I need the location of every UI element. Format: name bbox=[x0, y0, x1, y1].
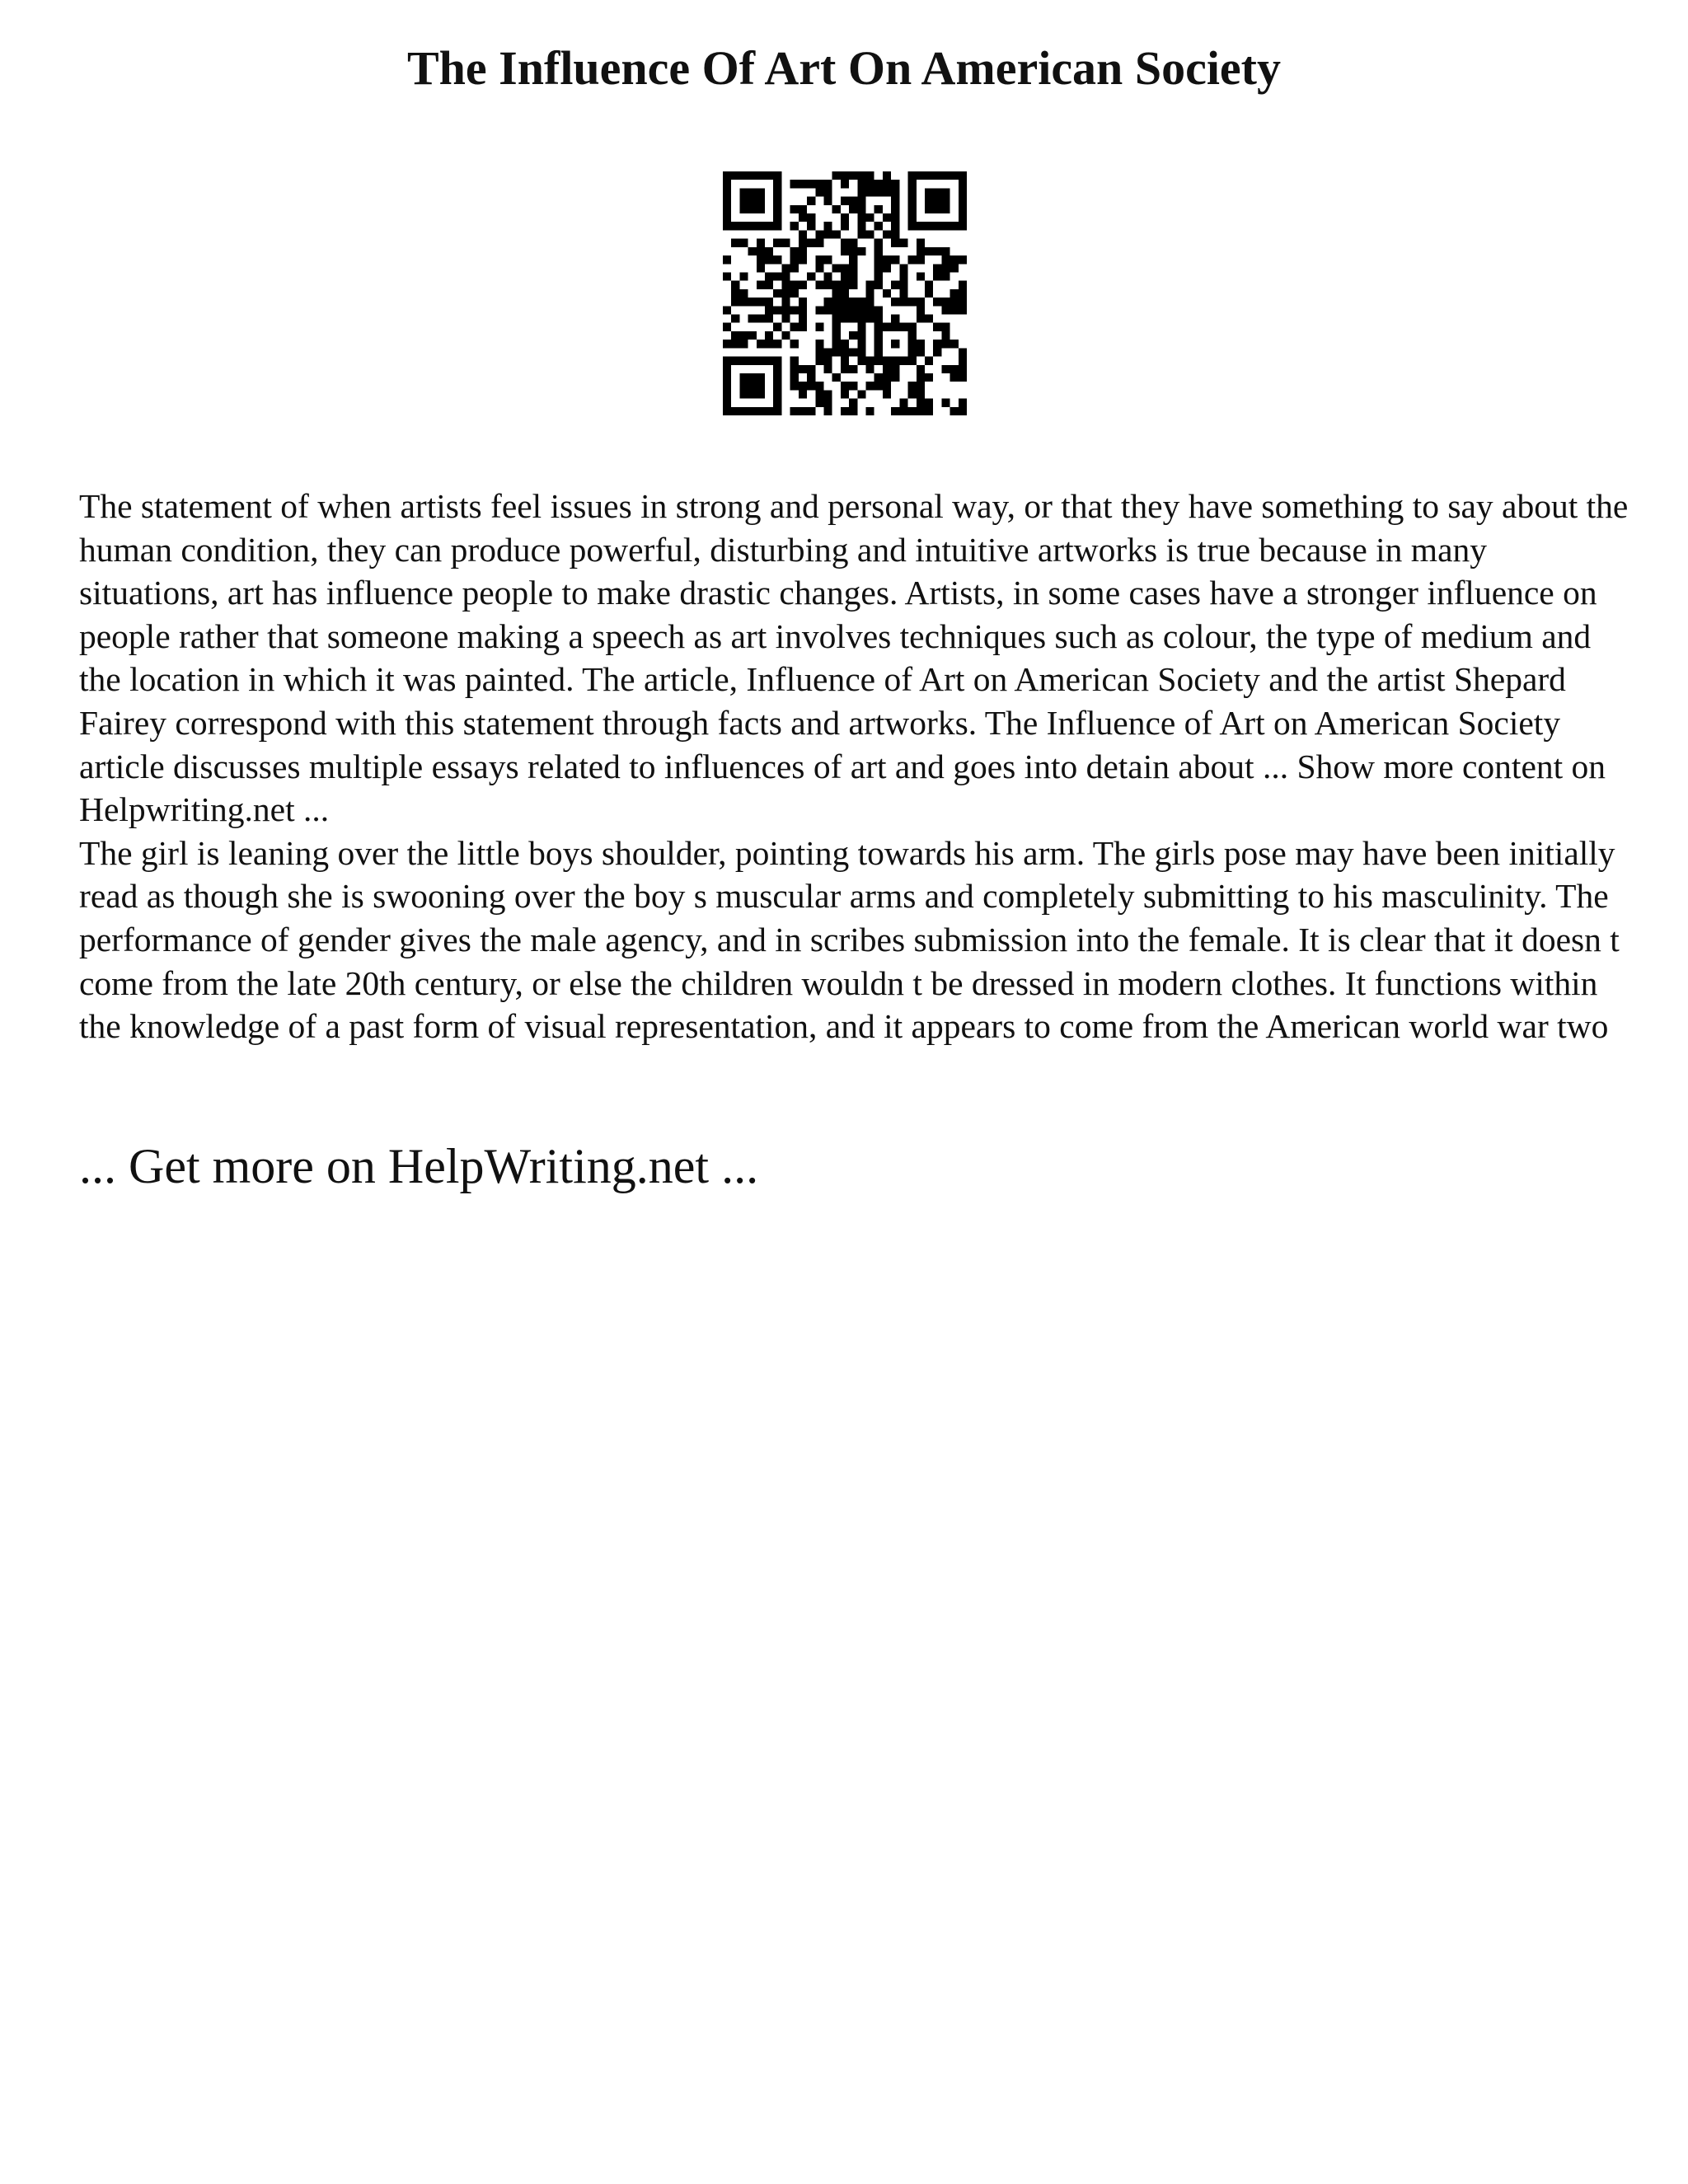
page-title: The Influence Of Art On American Society bbox=[406, 41, 1281, 95]
get-more-link[interactable]: ... Get more on HelpWriting.net ... bbox=[79, 1139, 759, 1193]
paragraph: The statement of when artists feel issues in strong and personal way, or that they have something to say about the human condition, they can produce powerful, disturbing and intuitive artworks is true because in many situations, art has influence people to make drastic changes. Artists, in some cases have a stronger influence on people rather that someone making a speech as art involves techniques such as colour, the type of medium and the location in which it was painted. The article, Influence of Art on American Society and the artist Shepard Fairey correspond with this statement through facts and artworks. The Influence of Art on American Society article discusses multiple essays related to influences of art and goes into detain about ... Show more content on Helpwriting.net ... bbox=[79, 487, 1629, 829]
article-body bbox=[79, 485, 1629, 1048]
paragraph: The girl is leaning over the little boys shoulder, pointing towards his arm. The girls pose may have been initially read as though she is swooning over the boy s muscular arms and completely submitting to his masculinity. The performance of gender gives the male agency, and in scribes submission into the female. It is clear that it doesn t come from the late 20th century, or else the children wouldn t be dressed in modern clothes. It functions within the knowledge of a past form of visual representation, and it appears to come from the American world war two bbox=[79, 833, 1620, 1046]
qr-code-icon bbox=[723, 171, 967, 415]
